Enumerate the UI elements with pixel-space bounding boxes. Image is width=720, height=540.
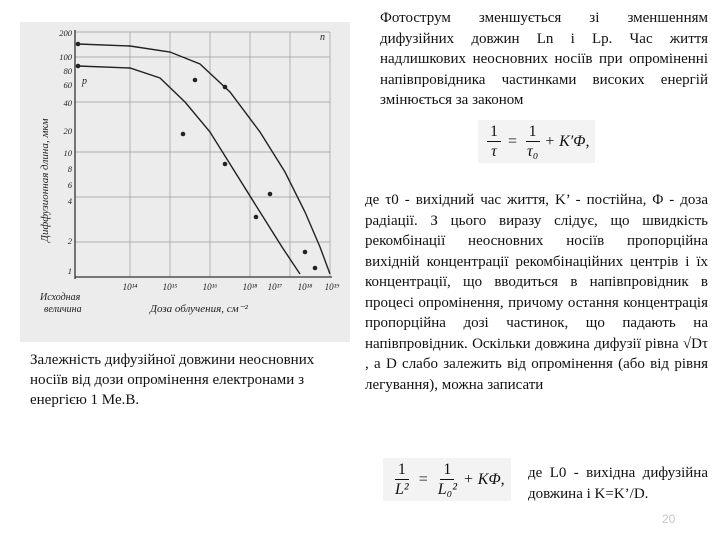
y-tick: 80 xyxy=(63,66,72,76)
x-tick: 10¹⁹ xyxy=(324,282,340,292)
x-tick: 10¹⁶ xyxy=(202,282,218,292)
fraction xyxy=(392,460,412,499)
y-tick: 200 xyxy=(59,28,72,38)
y-tick: 8 xyxy=(67,164,72,174)
paragraph-intro: Фотострум зменшується зі зменшенням дифузійних довжин Ln і Lp. Час життя надлишкових неосновних носіїв при опроміненні напівпровідника частинками високих енергій змінюється за законом xyxy=(380,10,708,108)
y-tick: 1 xyxy=(67,266,72,276)
fraction xyxy=(487,122,501,161)
y-axis-label: Диффузионная длина, мкм xyxy=(39,118,51,242)
x-tick: 10¹⁴ xyxy=(122,282,138,292)
x-tick: 10¹⁵ xyxy=(162,282,178,292)
equals-sign: = xyxy=(418,470,428,488)
x-tick: 10¹⁸ xyxy=(242,282,258,292)
paragraph-definition: де L0 - вихідна дифузійна довжина і K=K’/D. xyxy=(528,465,708,502)
y-tick: 2 xyxy=(67,236,72,246)
lifetime-formula xyxy=(478,120,595,163)
fraction xyxy=(435,460,460,499)
figure-caption: Залежність дифузійної довжини неосновних носіїв від дози опромінення електронами з енергією 1 Ме.В. xyxy=(30,352,315,408)
x-origin-label: Исходная xyxy=(40,292,81,303)
numerator: 1 xyxy=(440,460,454,480)
fraction xyxy=(524,122,541,161)
series-label-n: n xyxy=(320,32,325,43)
series-label-p: p xyxy=(82,76,87,87)
x-tick: 10¹⁷ xyxy=(267,282,283,292)
y-tick: 4 xyxy=(67,196,72,206)
y-tick: 60 xyxy=(63,80,72,90)
equals-sign: = xyxy=(508,132,518,150)
y-tick: 10 xyxy=(63,148,72,158)
x-axis-label: Доза облучения, см⁻² xyxy=(150,303,248,315)
y-tick: 100 xyxy=(59,52,72,62)
numerator: 1 xyxy=(526,122,540,142)
paragraph-explanation: де τ0 - вихідний час життя, K’ - постійна, Φ - доза радіації. З цього виразу слідує, що швидкість рекомбінації неосновних носіїв пропорційна вихідній концентрації рекомбінаційних центрів і їх концентрації, що вводиться в напівпровідник в процесі опромінення, причому остання концентрація пропорційна дозі частинок, що падають на напівпровідник. Оскільки довжина дифузії рівна √Dτ , а D слабо залежить від опромінення (або від рівня легування), можна записати xyxy=(365,192,708,393)
diffusion-length-formula xyxy=(383,458,511,501)
y-tick: 40 xyxy=(63,98,72,108)
page-number: 20 xyxy=(662,512,676,526)
x-tick: 10¹⁸ xyxy=(297,282,313,292)
x-origin-label: величина xyxy=(44,304,82,315)
denominator: L² xyxy=(395,481,409,498)
y-tick: 20 xyxy=(63,126,72,136)
denominator: τ₀ xyxy=(527,143,539,160)
diffusion-length-graph xyxy=(20,22,350,342)
y-tick: 6 xyxy=(67,180,72,190)
denominator: L₀² xyxy=(437,481,457,498)
numerator: 1 xyxy=(395,460,409,480)
denominator: τ xyxy=(491,143,497,160)
formula-rest: + K′Φ, xyxy=(544,132,590,150)
formula-rest: + KΦ, xyxy=(463,470,505,488)
numerator: 1 xyxy=(487,122,501,142)
